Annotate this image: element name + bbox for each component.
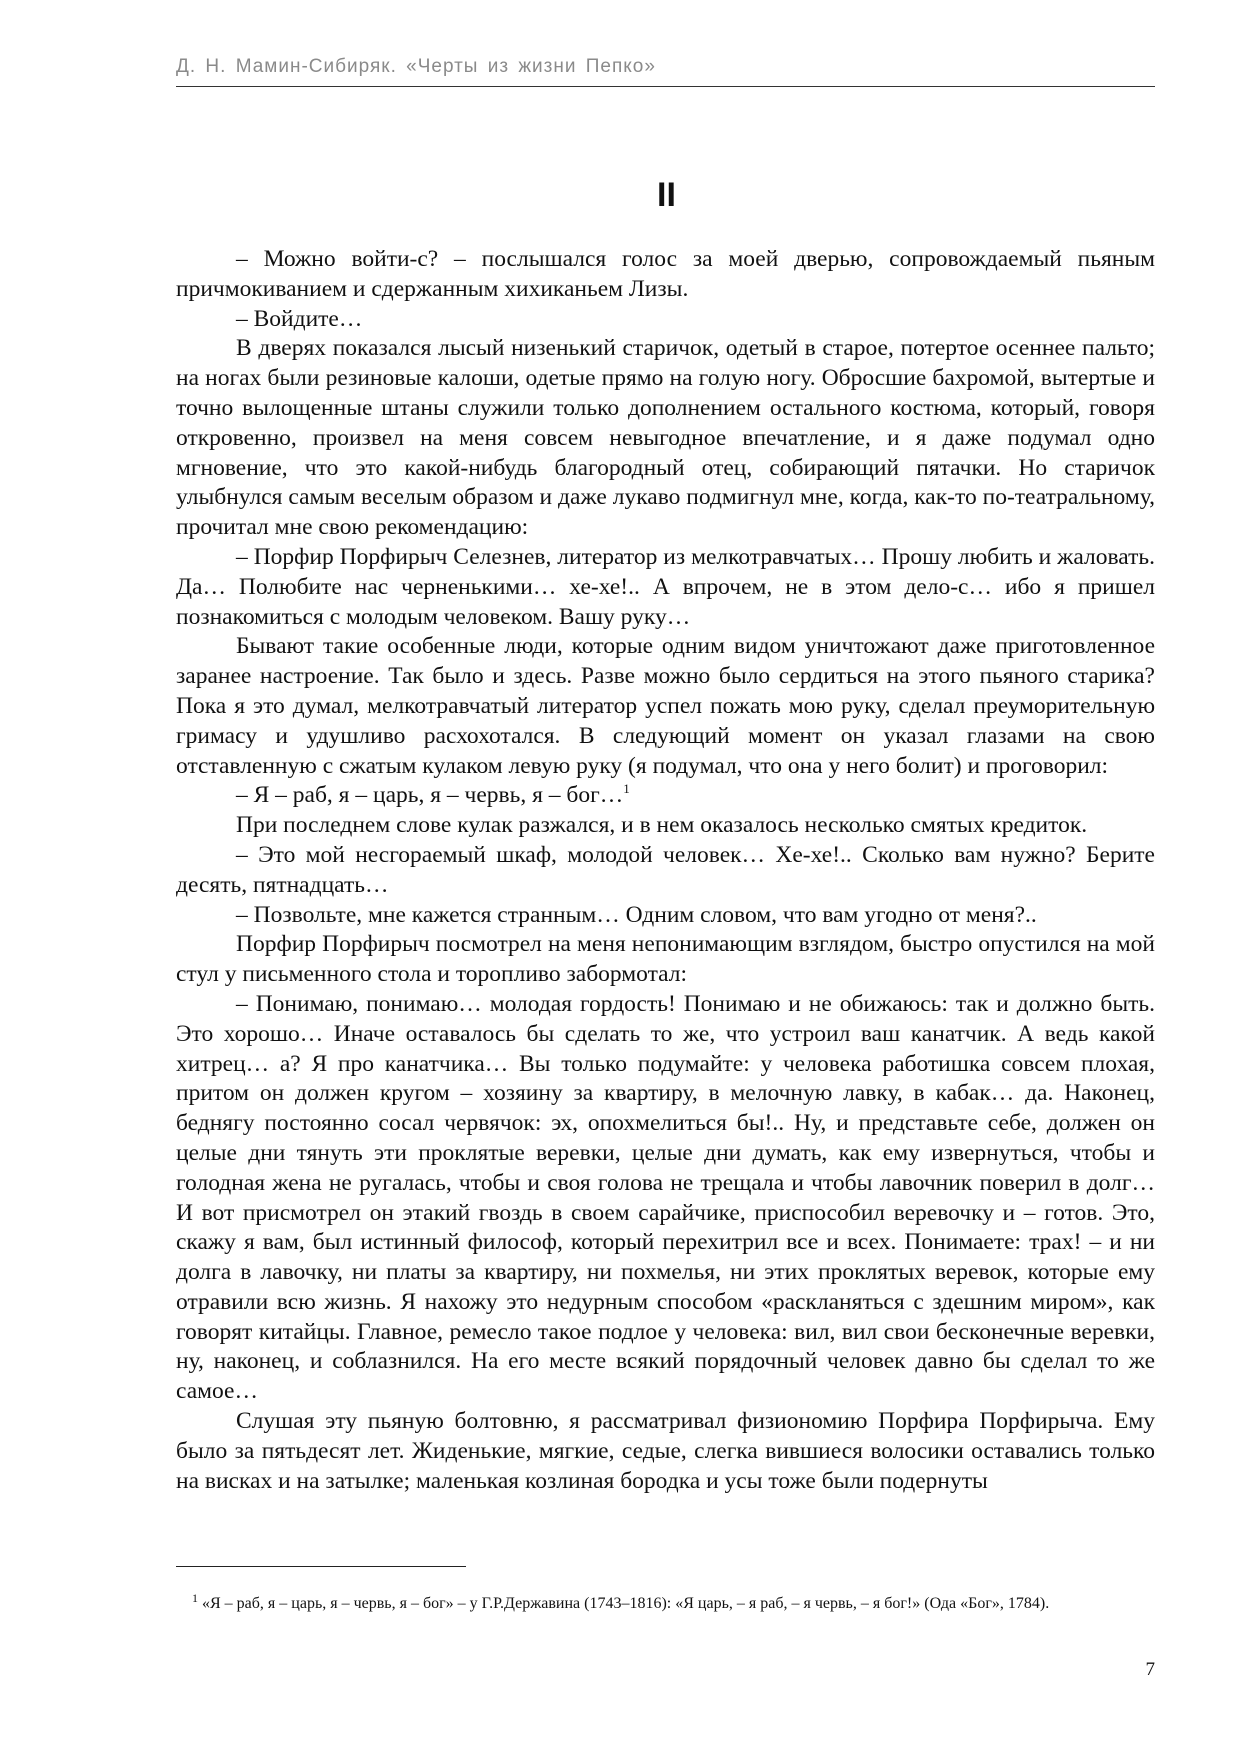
footnote-reference[interactable]: 1 [623, 781, 630, 797]
paragraph: – Можно войти-с? – послышался голос за моей дверью, сопровождаемый пьяным причмокиванием и сдержанным хихиканьем Лизы. [176, 246, 1155, 302]
footnote-divider [176, 1566, 466, 1567]
footnote-mark: 1 [192, 1590, 198, 1605]
paragraph: Порфир Порфирыч посмотрел на меня непонимающим взглядом, быстро опустился на мой стул у письменного стола и торопливо забормотал: [176, 931, 1155, 988]
paragraph: – Это мой несгораемый шкаф, молодой человек… Хе-хе!.. Сколько вам нужно? Берите десять, пятнадцать… [176, 841, 1155, 898]
page-number: 7 [1145, 1659, 1155, 1680]
paragraph: – Понимаю, понимаю… молодая гордость! Понимаю и не обижаюсь: так и должно быть. Это хорошо… Иначе оставалось бы сделать то же, что устроил ваш канатчик. А ведь какой хитрец… а? Я про канатчика… Вы только подумайте: у человека работишка совсем плохая, притом он должен кругом – хозяину за квартиру, в мелочную лавку, в кабак… да. Наконец, беднягу постоянно сосал червячок: эх, опохмелиться бы!.. Ну, и представьте себе, должен он целые дни тянуть эти проклятые веревки, целые дни думать, как ему извернуться, чтобы и голодная жена не ругалась, чтобы и своя голова не трещала и чтобы лавочник поверил в долг… И вот присмотрел он этакий гвоздь в своем сарайчике, приспособил веревочку и – готов. Это, скажу я вам, был истинный философ, который перехитрил все и всех. Понимаете: трах! – и ни долга в лавочку, ни платы за квартиру, ни похмелья, ни этих проклятых веревок, которые ему отравили всю жизнь. Я нахожу это недурным способом «раскланяться с здешним миром», как говорят китайцы. Главное, ремесло такое подлое у человека: вил, вил свои бесконечные веревки, ну, наконец, и соблазнился. На его месте всякий порядочный человек давно бы сделал то же самое… [176, 990, 1155, 1405]
paragraph: В дверях показался лысый низенький старичок, одетый в старое, потертое осеннее пальто; на ногах были резиновые калоши, одетые прямо на голую ногу. Обросшие бахромой, вытертые и точно вылощенные штаны служили только дополнением остального костюма, который, говоря откровенно, произвел на меня совсем невыгодное впечатление, и я даже подумал одно мгновение, что это какой-нибудь благородный отец, собирающий пятачки. Но старичок улыбнулся самым веселым образом и даже лукаво подмигнул мне, когда, как-то по-театральному, прочитал мне свою рекомендацию: [176, 335, 1155, 541]
header-divider [176, 86, 1155, 87]
running-header: Д. Н. Мамин-Сибиряк. «Черты из жизни Пепко» [176, 56, 656, 77]
paragraph: При последнем слове кулак разжался, и в нем оказалось несколько смятых кредиток. [236, 812, 1088, 839]
paragraph: – Войдите… [236, 305, 363, 332]
footnote-text: «Я – раб, я – царь, я – червь, я – бог» – у Г.Р.Державина (1743–1816): «Я царь, – я раб, – я червь, – я бог!» (Ода «Бог», 1784). [202, 1595, 1050, 1612]
paragraph: Слушая эту пьяную болтовню, я рассматривал физиономию Порфира Порфирыча. Ему было за пятьдесят лет. Жиденькие, мягкие, седые, слегка вившиеся волосики оставались только на висках и на затылке; маленькая козлиная бородка и усы тоже были подернуты [176, 1408, 1155, 1494]
paragraph: – Позвольте, мне кажется странным… Одним словом, что вам угодно от меня?.. [236, 901, 1037, 928]
paragraph-text: – Я – раб, я – царь, я – червь, я – бог… [236, 782, 624, 809]
paragraph-with-footnote [176, 781, 1155, 811]
chapter-title: II [657, 176, 676, 214]
paragraph: – Порфир Порфирыч Селезнев, литератор из мелкотравчатых… Прошу любить и жаловать. Да… Полюбите нас черненькими… хе-хе!.. А впрочем, не в этом дело-с… ибо я пришел познакомиться с молодым человеком. Вашу руку… [176, 543, 1155, 630]
footnote [176, 1592, 1155, 1616]
body-text [176, 245, 1155, 1496]
paragraph: Бывают такие особенные люди, которые одним видом уничтожают даже приготовленное заранее настроение. Так было и здесь. Разве можно было сердиться на этого пьяного старика? Пока я это думал, мелкотравчатый литератор успел пожать мою руку, сделал преуморительную гримасу и удушливо расхохотался. В следующий момент он указал глазами на свою отставленную с сжатым кулаком левую руку (я подумал, что она у него болит) и проговорил: [176, 633, 1155, 779]
